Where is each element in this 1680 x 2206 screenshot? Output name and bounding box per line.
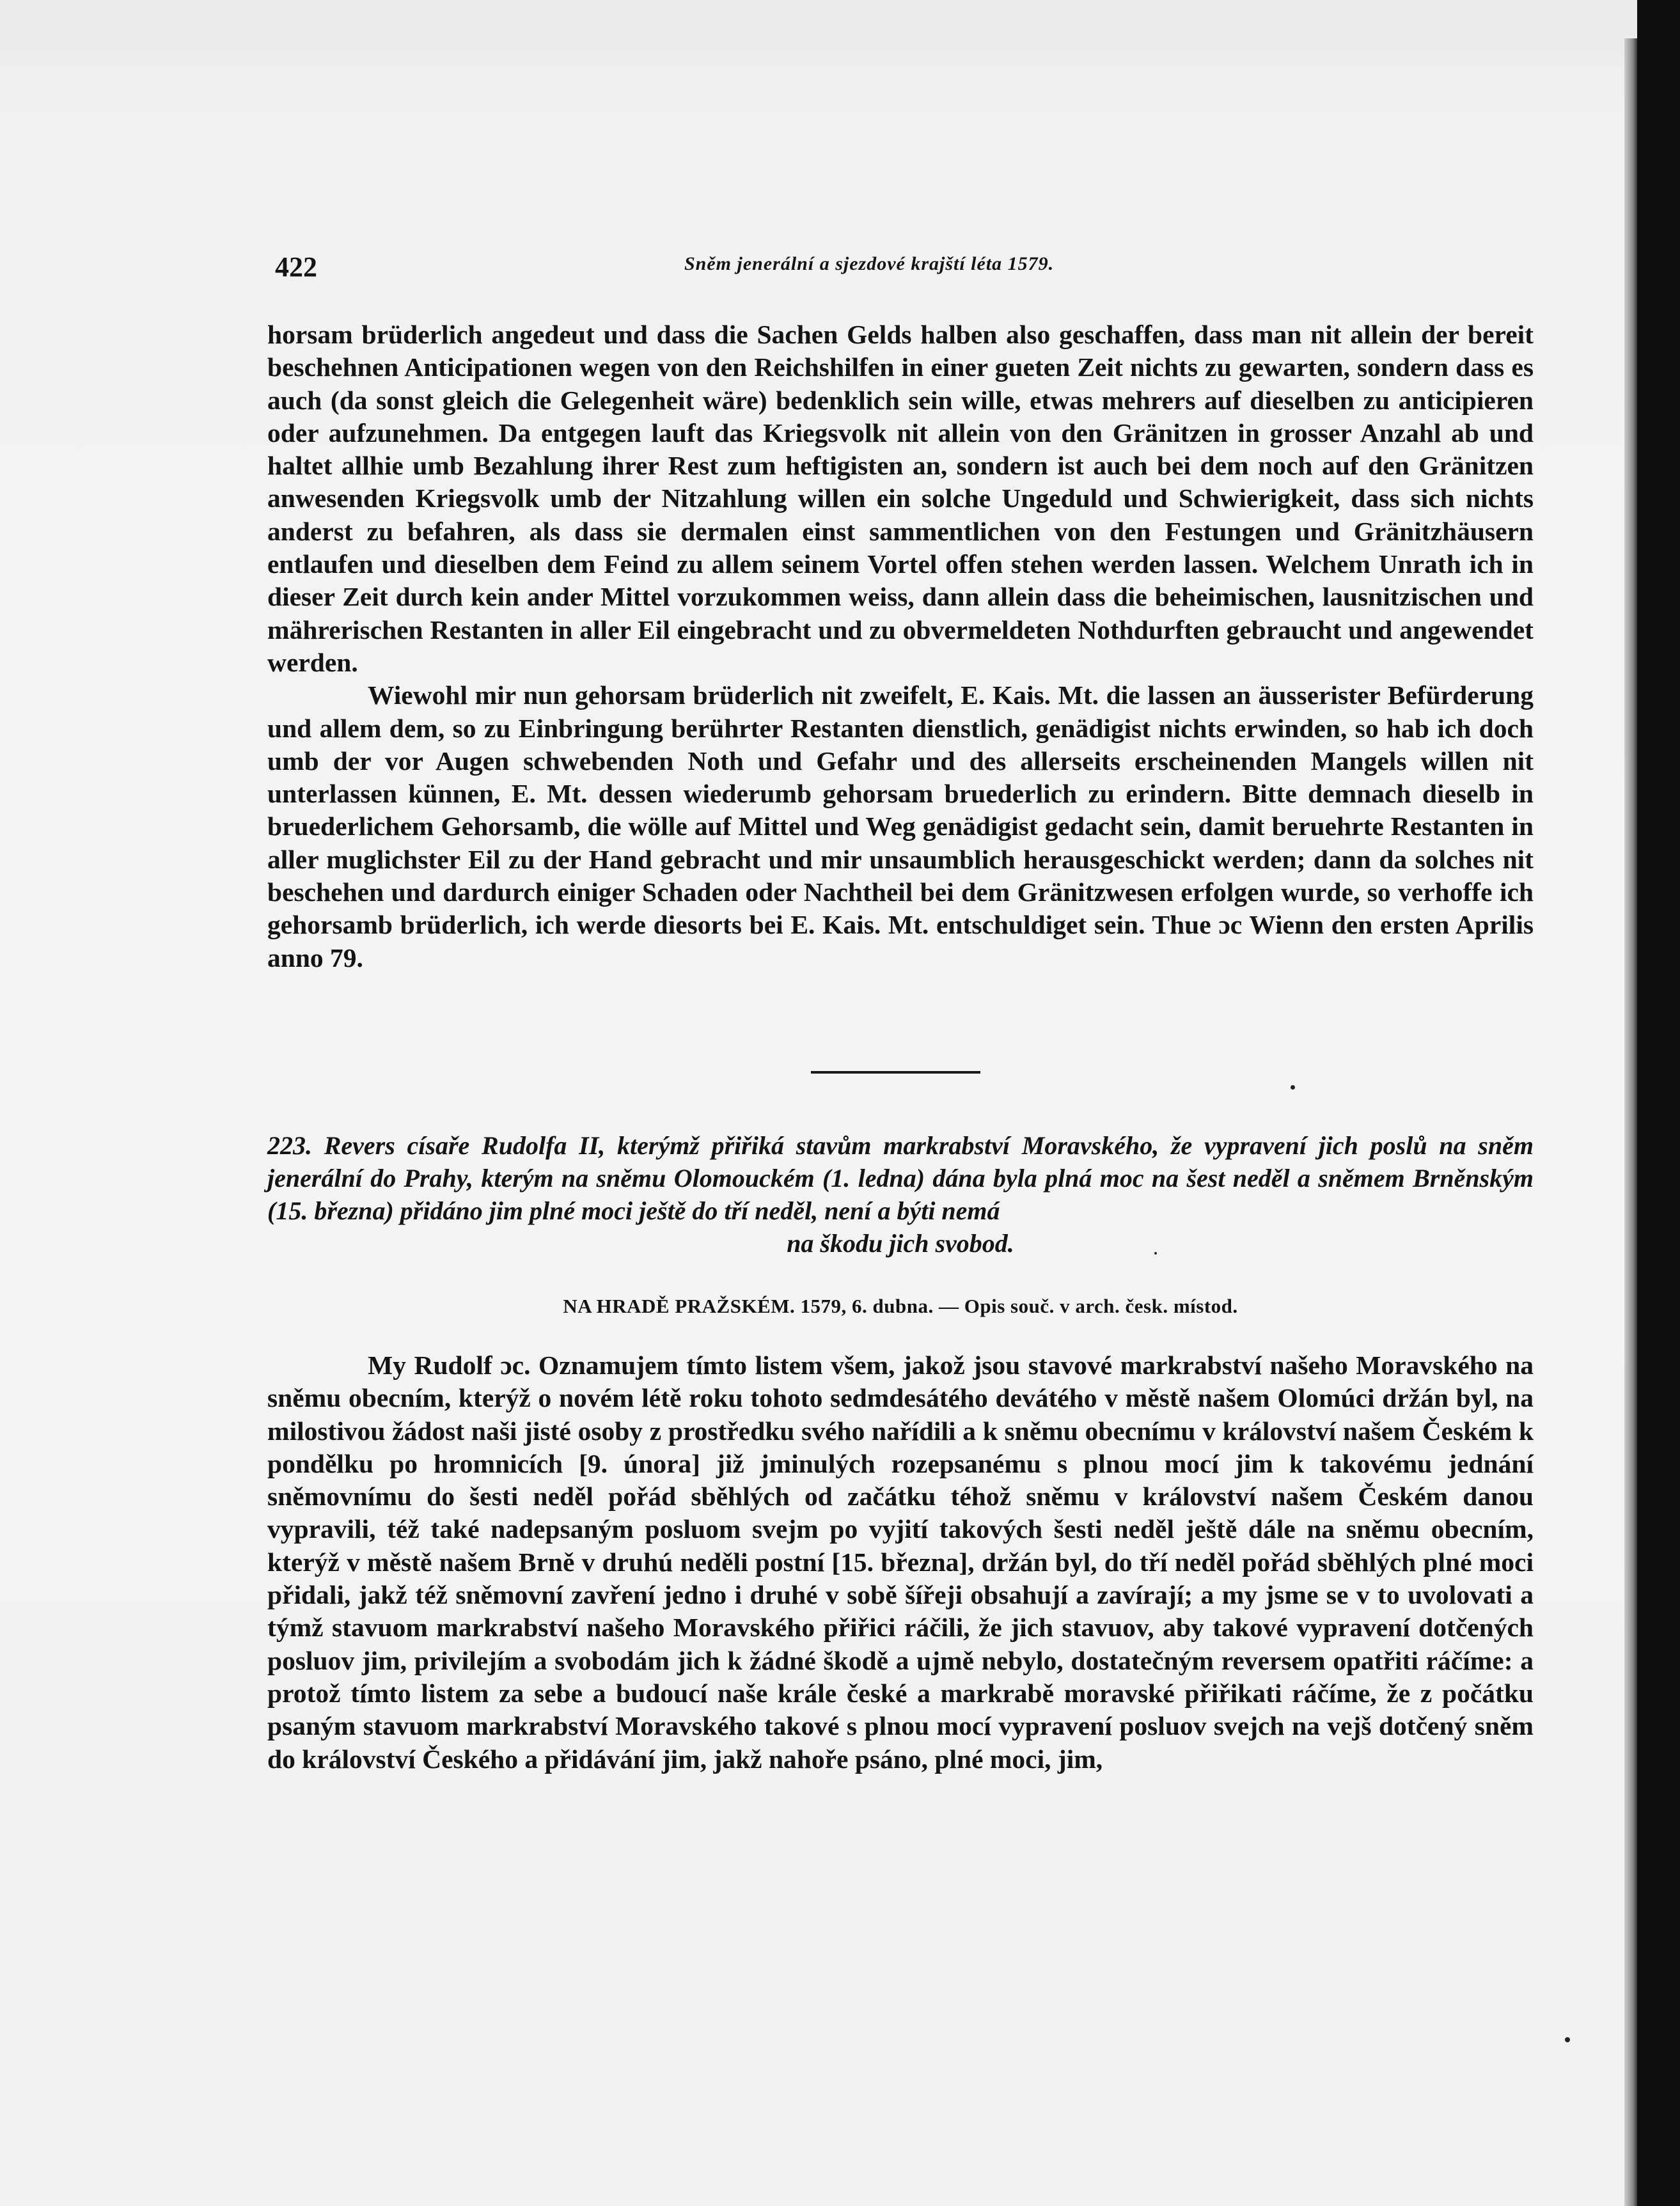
- german-letter-text: [267, 318, 1534, 974]
- page-number: 422: [275, 251, 317, 283]
- document-223-heading: [267, 1129, 1534, 1260]
- document-heading-text: 223. Revers císaře Rudolfa II, kterýmž přiřiká stavům markrabství Moravského, že vypravení jich poslů na sněm jenerální do Prahy, kterým na sněmu Olomouckém (1. ledna) dána byla plná moc na šest neděl a sněmem Brněnským (15. března) přidáno jim plné moci ještě do tří neděl, není a býti nemá: [267, 1131, 1534, 1225]
- speck-mark: [1565, 2037, 1570, 2042]
- czech-charter-text: [267, 1349, 1534, 1776]
- page-edge-shadow: [1624, 38, 1638, 2206]
- section-divider-rule: [811, 1071, 980, 1074]
- german-paragraph-2: Wiewohl mir nun gehorsam brüderlich nit zweifelt, E. Kais. Mt. die lassen an äusserister Befürderung und allem dem, so zu Einbringung berührter Restanten dienstlich, genädigist nichts erwinden, so hab ich doch umb der vor Augen schwebenden Noth und Gefahr und des allerseits erscheinenden Mangels willen nit unterlassen künnen, E. Mt. dessen wiederumb gehorsam bruederlich zu erindern. Bitte demnach dieselb in bruederlichem Gehorsamb, die wölle auf Mittel und Weg genädigist gedacht sein, damit beruehrte Restanten in aller muglichster Eil zu der Hand gebracht und mir unsaumblich herausgeschickt werden; dann da solches nit beschehen und dardurch einiger Schaden oder Nachtheil bei dem Gränitzwesen erfolgen wurde, so verhoffe ich gehorsamb brüderlich, ich werde diesorts bei E. Kais. Mt. entschuldiget sein. Thue ɔc Wienn den ersten Aprilis anno 79.: [267, 680, 1534, 973]
- document-source-line: NA HRADĚ PRAŽSKÉM. 1579, 6. dubna. — Opis souč. v arch. česk. místod.: [563, 1295, 1238, 1317]
- scan-border: [1637, 0, 1680, 2206]
- german-paragraph-1: horsam brüderlich angedeut und dass die Sachen Gelds halben also geschaffen, dass man nit allein der bereit beschehnen Anticipationen wegen von den Reichshilfen in einer gueten Zeit nichts zu gewarten, sondern dass es auch (da sonst gleich die Gelegenheit wäre) bedenklich sein wille, etwas mehrers auf dieselben zu anticipieren oder aufzunehmen. Da entgegen lauft das Kriegsvolk nit allein von den Gränitzen in grosser Anzahl ab und haltet allhie umb Bezahlung ihrer Rest zum heftigisten an, sondern ist auch bei dem noch auf den Gränitzen anwesenden Kriegsvolk umb der Nitzahlung willen ein solche Ungeduld und Schwierigkeit, dass sich nichts anderst zu befahren, als dass sie dermalen einst sammentlichen von den Festungen und Gränitzhäusern entlaufen und dieselben dem Feind zu allem seinem Vortel offen stehen werden lassen. Welchem Unrath ich in dieser Zeit durch kein ander Mittel vorzukommen weiss, dann allein dass die beheimischen, lausnitzischen und mährerischen Restanten in aller Eil eingebracht und zu obvermeldeten Nothdurften gebraucht und angewendet werden.: [267, 320, 1534, 677]
- speck-mark: [1291, 1085, 1295, 1090]
- czech-paragraph: My Rudolf ɔc. Oznamujem tímto listem všem, jakož jsou stavové markrabství našeho Moravského na sněmu obecním, kterýž o novém létě roku tohoto sedmdesátého devátého v městě našem Olomúci držán byl, na milostivou žádost naši jisté osoby z prostředku svého nařídili a k sněmu obecnímu v království našem Českém k pondělku po hromnicích [9. února] již jminulých rozepsanému s plnou mocí jim k takovému jednání sněmovnímu do šesti neděl pořád sběhlých od začátku téhož sněmu v království našem Českém danou vypravili, též také nadepsaným posluom svejm po vyjití takových šesti neděl ještě dále na sněmu obecním, kterýž v městě našem Brně v druhú neděli postní [15. března], držán byl, do tří neděl pořád sběhlých plné moci přidali, jakž též sněmovní zavření jedno i druhé v sobě šířeji obsahují a zavírají; a my jsme se v to uvolovati a týmž stavuom markrabství našeho Moravského přiřici ráčili, že jich stavuov, aby takové vypravení dotčených posluov jim, privilejím a svobodám jich k žádné škodě a ujmě nebylo, dostatečným reversem opatřiti ráčíme: a protož tímto listem za sebe a budoucí naše krále české a markrabě moravské přiřikati ráčíme, že z počátku psaným stavuom markrabství Moravského takové s plnou mocí vypravení posluov svejch na vejš dotčený sněm do království Českého a přidávání jim, jakž nahoře psáno, plné moci, jim,: [267, 1350, 1534, 1774]
- document-heading-last-line: na škodu jich svobod.: [787, 1229, 1014, 1258]
- running-head: [275, 251, 1535, 289]
- running-title: Sněm jenerální a sjezdové krajští léta 1579.: [684, 253, 1055, 274]
